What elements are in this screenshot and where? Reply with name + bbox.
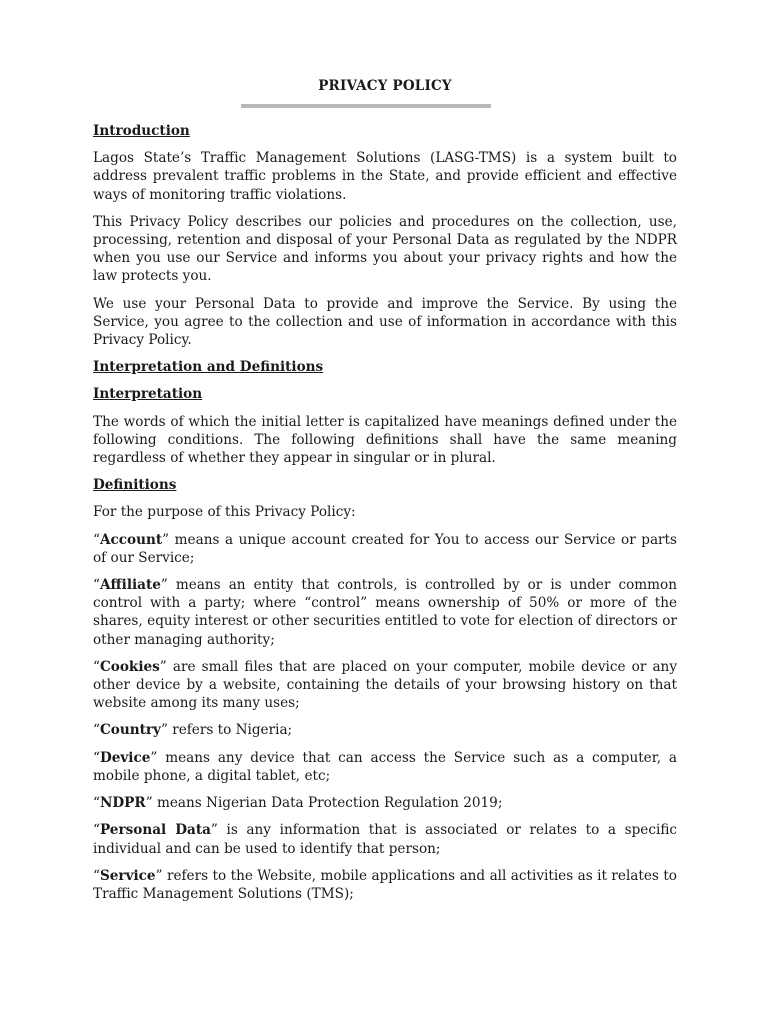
- definition-term: Account: [99, 531, 163, 548]
- definition-item: “Cookies” are small files that are placed on your computer, mobile device or any other device by a website, containing the details of your browsing history on that website among its many uses;: [93, 658, 677, 712]
- section-heading-interpretation-definitions: Interpretation and Definitions: [93, 359, 324, 376]
- document-body: [93, 122, 677, 912]
- definition-term: Affiliate: [99, 577, 161, 594]
- definition-term: NDPR: [99, 795, 146, 812]
- section-heading-definitions: Definitions: [93, 477, 177, 494]
- definition-item: “Affiliate” means an entity that controls, is controlled by or is under common control with a party; where “control” means ownership of 50% or more of the shares, equity interest or other securities entitled to vote for election of directors or other managing authority;: [93, 577, 677, 648]
- definition-text: means any device that can access the Service such as a computer, a mobile phone, a digital tablet, etc;: [93, 749, 677, 784]
- definition-term: Personal Data: [99, 822, 211, 839]
- section-heading-introduction: Introduction: [93, 123, 190, 139]
- definition-text: means an entity that controls, is controlled by or is under common control with a party; where “control” means ownership of 50% or more of the shares, equity interest or other securities entitled to vote for election of directors or other managing authority;: [93, 577, 677, 648]
- definition-item: “Country” refers to Nigeria;: [93, 722, 293, 739]
- paragraph: The words of which the initial letter is capitalized have meanings defined under the following conditions. The following definitions shall have the same meaning regardless of whether they appear in singular or in plural.: [93, 413, 677, 467]
- definition-text: refers to the Website, mobile applications and all activities as it relates to Traffic Management Solutions (TMS);: [93, 867, 677, 902]
- title-divider: [241, 104, 491, 108]
- paragraph: For the purpose of this Privacy Policy:: [93, 504, 356, 521]
- paragraph: We use your Personal Data to provide and improve the Service. By using the Service, you agree to the collection and use of information in accordance with this Privacy Policy.: [93, 295, 677, 349]
- definition-text: refers to Nigeria;: [167, 722, 293, 739]
- definition-term: Cookies: [99, 658, 160, 675]
- page-title: PRIVACY POLICY: [318, 78, 452, 94]
- definition-text: means a unique account created for You to access our Service or parts of our Service;: [93, 531, 677, 566]
- paragraph: Lagos State’s Traffic Management Solutions (LASG-TMS) is a system built to address prevalent traffic problems in the State, and provide efficient and effective ways of monitoring traffic violations.: [93, 150, 677, 203]
- definition-term: Device: [99, 749, 151, 766]
- definition-text: are small files that are placed on your computer, mobile device or any other device by a website, containing the details of your browsing history on that website among its many uses;: [93, 658, 677, 712]
- definition-item: “NDPR” means Nigerian Data Protection Regulation 2019;: [93, 795, 503, 812]
- definition-term: Service: [99, 867, 156, 884]
- definition-item: “Account” means a unique account created for You to access our Service or parts of our Service;: [93, 531, 677, 566]
- definition-item: “Device” means any device that can access the Service such as a computer, a mobile phone, a digital tablet, etc;: [93, 749, 677, 784]
- paragraph: This Privacy Policy describes our policies and procedures on the collection, use, processing, retention and disposal of your Personal Data as regulated by the NDPR when you use our Service and informs you about your privacy rights and how the law protects you.: [93, 213, 677, 285]
- definition-term: Country: [99, 722, 161, 739]
- definition-text: is any information that is associated or relates to a specific individual and can be used to identify that person;: [93, 822, 677, 857]
- definition-item: “Personal Data” is any information that is associated or relates to a specific individual and can be used to identify that person;: [93, 822, 677, 857]
- definition-item: “Service” refers to the Website, mobile applications and all activities as it relates to Traffic Management Solutions (TMS);: [93, 867, 677, 902]
- definition-text: means Nigerian Data Protection Regulation 2019;: [152, 795, 503, 812]
- section-heading-interpretation: Interpretation: [93, 386, 203, 403]
